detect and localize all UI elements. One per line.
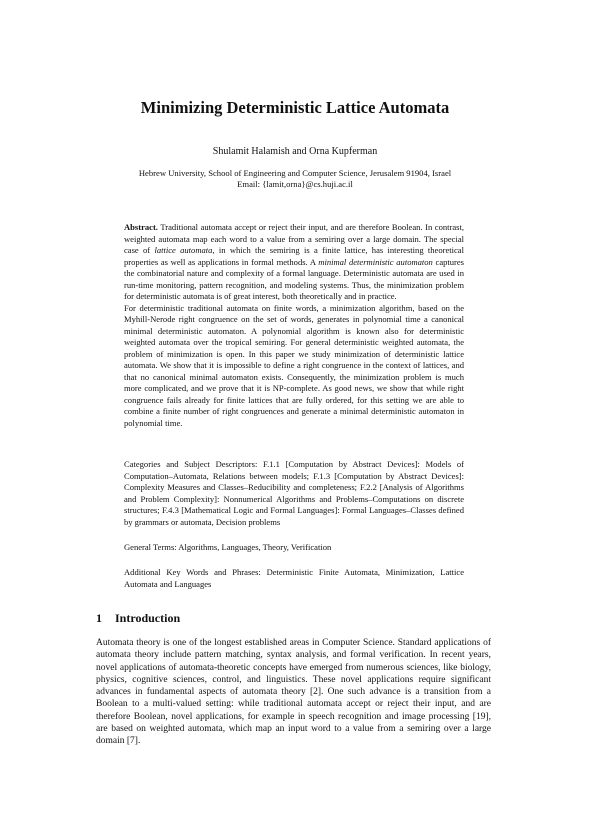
affiliation-institution: Hebrew University, School of Engineering and Computer Science, Jerusalem 91904, Israel xyxy=(138,168,452,178)
section-number: 1 xyxy=(96,611,102,625)
authors: Shulamit Halamish and Orna Kupferman xyxy=(212,146,378,157)
section-heading xyxy=(96,611,496,626)
subject-categories: Categories and Subject Descriptors: F.1.1 [Computation by Abstract Devices]: Models of Computation–Automata, Relations between models; F.1.3 [Computation by Abstract Devices]: Complexity Measures and Classes–Reducibility and completeness; F.2.2 [Analysis of Algorithms and Problem Complexity]: Nonnumerical Algorithms and Problems–Computations on discrete structures; F.4.3 [Mathematical Logic and Formal Languages]: Formal Languages–Classes defined by grammars or automata, Decision problems xyxy=(124,459,464,527)
abstract-text: captures the combinatorial nature and complexity of a formal language. Deterministic automata are used in run-time monitoring, pattern recognition, and modeling systems. Thus, the minimization problem for deterministic automata is of great interest, both theoretically and in practice. xyxy=(124,256,464,301)
abstract-label: Abstract. xyxy=(124,222,158,232)
abstract-text: , in which the semiring is a finite lattice, has interesting theoretical properties as well as applications in formal methods. A xyxy=(124,245,464,267)
keywords: Additional Key Words and Phrases: Deterministic Finite Automata, Minimization, Lattice Automata and Languages xyxy=(124,567,464,589)
affiliation-email: Email: {lamit,orna}@cs.huji.ac.il xyxy=(237,179,353,189)
paper-title: Minimizing Deterministic Lattice Automata xyxy=(140,98,450,117)
intro-paragraph: Automata theory is one of the longest established areas in Computer Science. Standard applications of automata theory include pattern matching, syntax analysis, and formal verification. In recent years, novel applications of automata-theoretic concepts have emerged from numerous sciences, like biology, physics, cognitive sciences, control, and linguistics. These novel applications require significant advances in fundamental aspects of automata theory [2]. One such advance is a transition from a Boolean to a multi-valued setting: while traditional automata accept or reject their input, and are therefore Boolean, novel applications, for example in speech recognition and image processing [19], are based on weighted automata, which map an input word to a value from a semiring over a large domain [7]. xyxy=(96,638,491,747)
affiliation xyxy=(0,168,590,190)
abstract-emphasis: minimal deterministic automaton xyxy=(318,256,433,267)
abstract-text: Traditional automata accept or reject their input, and are therefore Boolean. In contrast, weighted automata map each word to a value from a semiring over a large domain. The special case of xyxy=(124,222,464,255)
abstract-paragraph-1 xyxy=(124,222,464,303)
abstract-paragraph-2: For deterministic traditional automata on finite words, a minimization algorithm, based on the Myhill-Nerode right congruence on the set of words, generates in polynomial time a canonical minimal deterministic automaton. A polynomial algorithm is known also for deterministic weighted automata over the tropical semiring. For general deterministic weighted automata, the problem of minimization is open. In this paper we study minimization of deterministic lattice automata. We show that it is impossible to define a right congruence in the context of lattices, and that no canonical minimal automaton exists. Consequently, the minimization problem is much more complicated, and we prove that it is NP-complete. As good news, we show that while right congruence fails already for finite lattices that are fully ordered, for this setting we are able to combine a finite number of right congruences and generate a minimal deterministic automaton in polynomial time. xyxy=(124,302,464,428)
abstract xyxy=(124,222,464,429)
abstract-emphasis: lattice automata xyxy=(154,245,213,255)
section-title: Introduction xyxy=(115,611,181,625)
general-terms: General Terms: Algorithms, Languages, Theory, Verification xyxy=(124,542,332,552)
